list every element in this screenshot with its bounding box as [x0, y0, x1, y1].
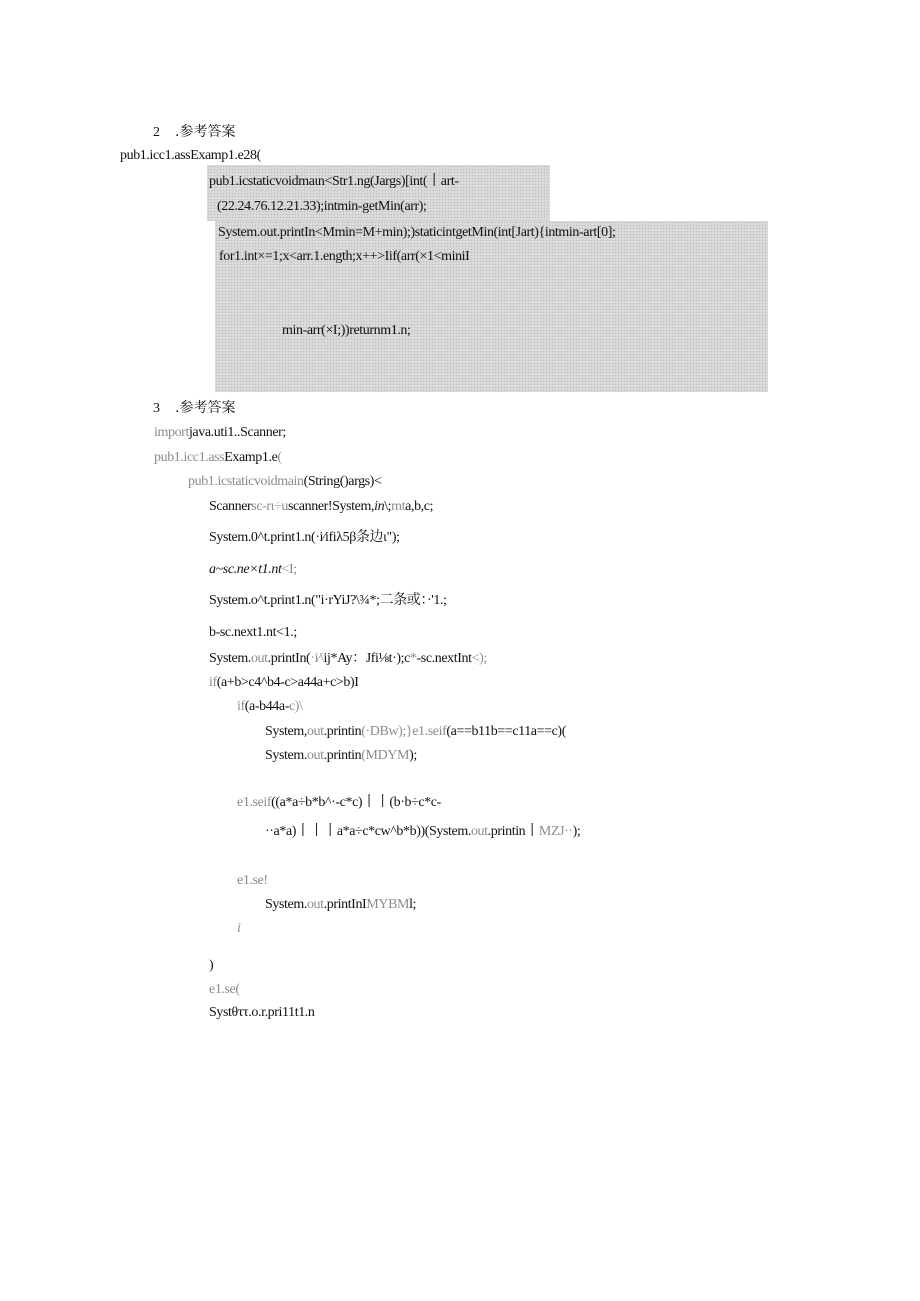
code-keyword: if	[237, 699, 245, 714]
code-text: .printInI	[323, 897, 367, 912]
code-text: (String()args)<	[303, 474, 382, 489]
code-line	[188, 473, 381, 491]
code-text: (a-b44a-	[244, 699, 289, 714]
code-line	[237, 698, 303, 716]
section-3-heading	[153, 399, 235, 418]
code-line: min-arr(×I;))returnm1.n;	[282, 323, 411, 338]
section-3-number: 3	[153, 401, 160, 416]
code-faded: ·i∕\	[310, 651, 324, 666]
code-line: )	[209, 958, 214, 973]
code-text: System,	[265, 724, 307, 739]
code-faded: (·DBw);}e1.seif	[361, 724, 447, 739]
code-keyword: out	[470, 824, 488, 839]
code-line	[265, 823, 580, 841]
code-keyword: pub1.icstaticvoidmain	[188, 474, 304, 489]
code-keyword: if	[209, 675, 217, 690]
code-text: Scanner	[209, 499, 252, 514]
code-keyword: out	[306, 897, 324, 912]
code-text: System.	[265, 748, 307, 763]
code-text: .printin	[323, 724, 362, 739]
code-text: );	[409, 748, 417, 763]
code-text: .printin丨	[487, 824, 539, 839]
code-text: l;	[409, 897, 417, 912]
code-text: Examp1.e	[224, 450, 278, 465]
section-2-heading	[153, 123, 235, 142]
code-shade-bottom	[215, 221, 768, 392]
code-keyword: out	[306, 724, 324, 739]
code-faded: (MDYM	[361, 748, 410, 763]
code-text: System.	[209, 651, 251, 666]
code-faded: MZJ··	[538, 824, 573, 839]
code-text: .printin	[323, 748, 362, 763]
code-keyword: out	[306, 748, 324, 763]
code-line: e1.se!	[237, 873, 268, 888]
code-line: System.o^t.print1.n("i·rYiJ?\¾*;二条或：·'1.;	[209, 593, 447, 608]
code-faded: mt	[391, 499, 406, 514]
code-faded: sc-rι÷u	[251, 499, 288, 514]
code-line: pub1.icc1.assExamp1.e28(	[120, 148, 261, 163]
code-text: (a+b>c4^b4-c>a44a+c>b)I	[216, 675, 359, 690]
code-line: pub1.icstaticvoidmaιn<Str1.ng(Jargs)[int(丨art-	[209, 174, 459, 189]
code-line: for1.int×=1;x<arr.1.ength;x++>Iif(arr(×1<miniI	[219, 249, 470, 264]
code-keyword: e1.seif	[237, 795, 272, 810]
code-keyword: out	[250, 651, 268, 666]
code-line: System.out.printIn<Mmin=M+min);)staticintgetMin(int[Jart){intmin-art[0];	[218, 225, 616, 240]
code-text: a,b,c;	[405, 499, 434, 514]
code-line: (22.24.76.12.21.33);intmin-getMin(arr);	[217, 199, 427, 214]
code-line	[265, 747, 417, 765]
code-faded: <);	[471, 651, 487, 666]
code-text: (a==b11b==c11a==c)(	[446, 724, 566, 739]
code-text: a~sc.ne×t1.nt	[209, 562, 282, 577]
code-line: b-sc.next1.nt<1.;	[209, 625, 297, 640]
code-text: );	[572, 824, 581, 839]
code-line	[209, 674, 359, 692]
section-2-number: 2	[153, 125, 160, 140]
code-paren: (	[277, 450, 282, 465]
section-3-title: .参考答案	[175, 400, 236, 416]
code-faded: *	[409, 651, 417, 666]
code-keyword: import	[154, 425, 189, 440]
code-line	[265, 896, 416, 914]
code-line	[154, 449, 282, 467]
code-text: ((a*a÷b*b^·-c*c)丨丨(b·b÷c*c-	[271, 795, 441, 810]
code-text: ··a*a)丨丨丨a*a÷c*cw^b*b))(System.	[265, 824, 471, 839]
code-text: -sc.nextInt	[416, 651, 472, 666]
code-faded: c)\	[288, 699, 303, 714]
code-text: in	[374, 499, 385, 514]
code-line	[237, 794, 441, 812]
code-line	[209, 498, 433, 516]
code-text: java.uti1..Scanner;	[188, 425, 286, 440]
code-faded: MYBM	[366, 897, 410, 912]
code-line: Systθττ.o.r.pri11t1.n	[209, 1005, 315, 1020]
code-keyword: pub1.icc1.ass	[154, 450, 225, 465]
code-line	[154, 424, 286, 442]
code-line	[265, 723, 566, 741]
code-text: ij*Ay：Jfi⅛t·);c	[323, 651, 410, 666]
code-line: i	[237, 921, 241, 936]
section-2-title: .参考答案	[175, 124, 236, 140]
code-text: \;	[384, 499, 392, 514]
code-line: e1.se(	[209, 982, 240, 997]
code-text: .printIn(	[267, 651, 311, 666]
code-line	[209, 561, 297, 579]
code-line	[209, 650, 487, 668]
code-text: scanner!System,	[287, 499, 375, 514]
code-text: System.	[265, 897, 307, 912]
code-line: System.0^t.print1.n(·i∕ifiλ5β条边ι");	[209, 530, 400, 545]
code-faded: <I;	[281, 562, 297, 577]
